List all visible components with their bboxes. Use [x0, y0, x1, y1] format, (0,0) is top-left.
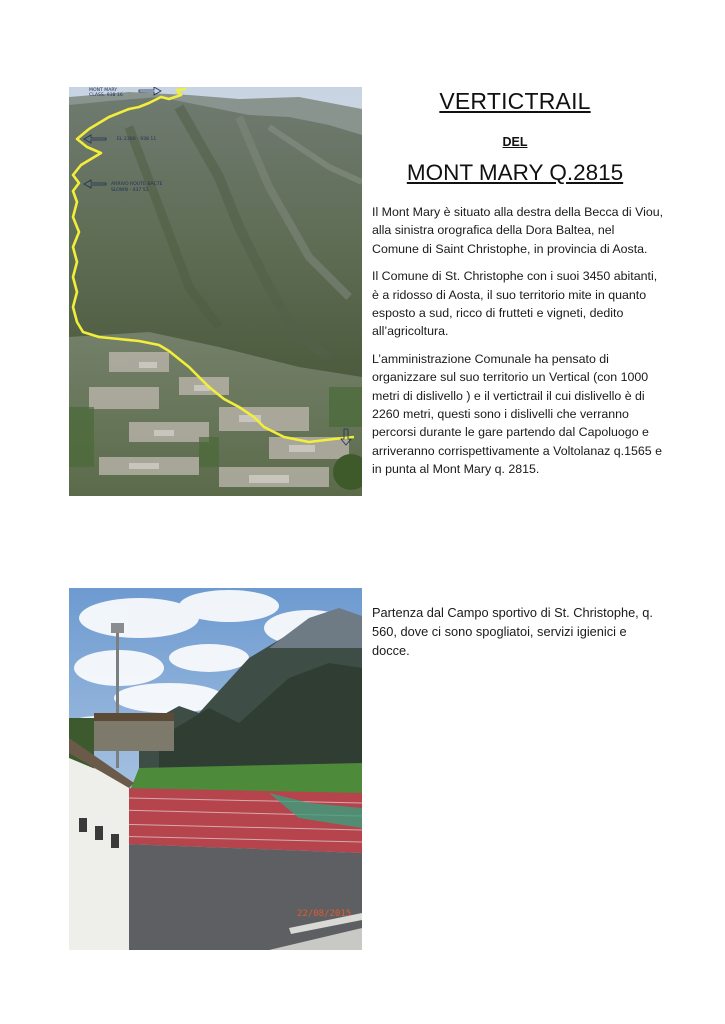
- page-title: VERTICTRAIL: [439, 88, 591, 114]
- svg-text:EL 2300 - 938 11: EL 2300 - 938 11: [117, 137, 157, 142]
- paragraph-1: Il Mont Mary è situato alla destra della Becca di Viou, alla sinistra orografica della Dora Baltea, nel Comune di Saint Christophe, in provincia di Aosta.: [372, 205, 664, 256]
- title-connector: DEL: [502, 135, 528, 149]
- svg-text:MONT MARY: MONT MARY: [89, 88, 118, 93]
- svg-text:SLOWN - 437 51: SLOWN - 437 51: [111, 188, 149, 193]
- paragraph-2: Il Comune di St. Christophe con i suoi 3450 abitanti, è a ridosso di Aosta, il suo territorio mite in quanto esposto a sud, ricco di frutteti e vigneti, dedito all’agricoltura.: [372, 269, 658, 339]
- intro-text: [372, 203, 664, 488]
- stadium-caption: Partenza dal Campo sportivo di St. Christophe, q. 560, dove ci sono spogliatoi, servizi igienici e docce.: [372, 605, 653, 658]
- route-map-photo: [69, 87, 362, 496]
- page-subtitle: MONT MARY Q.2815: [406, 160, 624, 185]
- paragraph-3: L’amministrazione Comunale ha pensato di organizzare sul suo territorio un Vertical (con 1000 metri di dislivello ) e il vertictrail il cui dislivello è di 2260 metri, questi sono i dislivelli che verranno percorsi durante le gare partendo dal Capoluogo e arriveranno corrispettivamente a Voltolanaz q.1565 e in punta al Mont Mary q. 2815.: [372, 351, 662, 477]
- stadium-photo: [69, 588, 362, 950]
- date-stamp: 22/08/2015: [297, 909, 352, 919]
- svg-text:CLASS. 938 16: CLASS. 938 16: [89, 93, 123, 98]
- svg-text:ARRIVO ROUTE BACTE: ARRIVO ROUTE BACTE: [111, 182, 163, 187]
